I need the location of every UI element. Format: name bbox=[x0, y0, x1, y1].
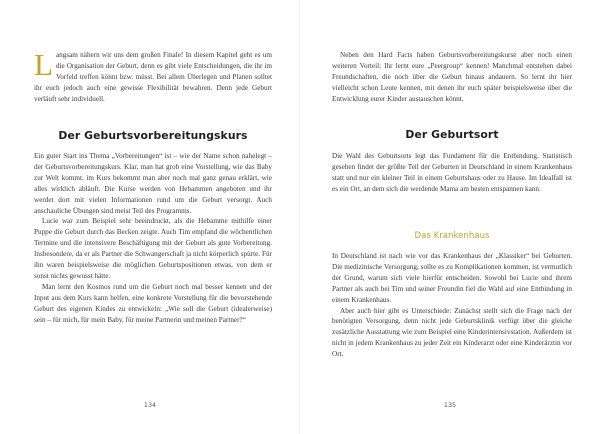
body-paragraph: In Deutschland ist nach wie vor das Krankenhaus der „Klassiker“ bei Geburten. Die medizinische Versorgung, sollte es zu Komplikationen kommen, ist vermutlich der Grund, warum sich viele hierfür entscheiden. Sowohl bei Lucie und ihrem Partner als auch bei Tim und seiner Freundin fiel die Wahl auf eine Entbindung in einem Krankenhaus. bbox=[332, 252, 572, 304]
body-paragraph: Aber auch hier gibt es Unterschiede: Zunächst stellt sich die Frage nach der benötigten Versorgung, denn nicht jede Geburtsklinik verfügt über die gleiche zusätzliche Ausstattung wie zum Beispiel eine Kinderintensivstation. Außerdem ist nicht in jedem Krankenhaus zu jeder Zeit ein Kinderarzt oder eine Kinderärztin vor Ort. bbox=[332, 306, 572, 359]
intro-text: angsam nähern wir uns dem großen Finale! In diesem Kapitel geht es um die Organisation der Geburt, denn es gibt viele Entscheidungen, die ihr im Vorfeld treffen könnt bzw. müsst. Bei allem Überlegen und Planen solltet ihr euch jedoch auch eine gewisse Flexibilität bewahren. Denn jede Geburt verläuft sehr individuell. bbox=[34, 51, 272, 103]
right-heading-body bbox=[332, 151, 572, 195]
section-heading-geburtsvorbereitungskurs: Der Geburtsvorbereitungskurs bbox=[58, 129, 248, 142]
body-paragraph: Man lernt den Kosmos rund um die Geburt noch mal besser kennen und der Input aus dem Kurs kann helfen, eine konkrete Vorstellung für die bevorstehende Geburt des eigenen Kindes zu entwickeln: „Wie soll die Geburt (idealerweise) sein – für mich, für mein Baby, für meine Partnerin und meinen Partner?“ bbox=[34, 282, 272, 324]
right-heading-block bbox=[332, 128, 572, 141]
body-paragraph: Die Wahl des Geburtsorts legt das Fundament für die Entbindung. Statistisch gesehen findet der größte Teil der Geburten in Deutschland in einem Krankenhaus statt und nur ein kleiner Teil in einem Geburtshaus oder zu Hause. Im Idealfall ist es ein Ort, an dem sich die werdende Mama am besten entspannen kann. bbox=[332, 152, 572, 193]
drop-cap: L bbox=[34, 47, 53, 82]
right-page bbox=[300, 0, 600, 434]
right-body bbox=[332, 251, 572, 360]
left-body bbox=[34, 151, 272, 326]
section-heading-geburtsort: Der Geburtsort bbox=[405, 128, 499, 141]
body-paragraph: Lucie war zum Beispiel sehr beeindruckt, als die Hebamme mithilfe einer Puppe die Geburt durch das Becken zeigte. Auch Tim empfand die wöchentlichen Termine und die intensivere Beschäftigung mit der Geburt als gute Vorbereitung. Insbesondere, da er als Partner die Schwangerschaft ja nicht körperlich spürte. Für ihn waren beispielsweise die möglichen Geburtspositionen etwas, von dem er sonst nichts gewusst hätte. bbox=[34, 217, 272, 280]
intro-paragraph bbox=[34, 47, 272, 105]
body-paragraph: Neben den Hard Facts haben Geburtsvorbereitungskurse aber noch einen weiteren Vorteil: Ihr lernt eure „Peergroup“ kennen! Manchmal entstehen dabei Freundschaften, die noch über die Geburt hinaus andauern. So lernt ihr hier vielleicht schon Leute kennen, mit denen ihr euch später beispielsweise über die Entwicklung eurer Kinder austauschen könnt. bbox=[332, 51, 572, 103]
body-paragraph: Ein guter Start ins Thema „Vorbereitungen“ ist – wie der Name schon nahelegt – der Geburtsvorbereitungskurs. Klar, man hat grob eine Vorstellung, wie das Baby zur Welt kommt, im Kurs bekommt man aber noch mal ganz genau erklärt, wie alles wirklich abläuft. Die Kurse werden von Hebammen angeboten und ihr werdet dort mit vielen Informationen rund um die Geburt versorgt. Auch anschauliche Übungen sind meist Teil des Programms. bbox=[34, 152, 272, 215]
subheading-krankenhaus: Das Krankenhaus bbox=[414, 231, 490, 241]
left-heading-block bbox=[34, 129, 272, 142]
right-intro-block bbox=[332, 50, 572, 105]
right-subheading-block bbox=[332, 231, 572, 241]
intro-block bbox=[34, 47, 272, 105]
page-number: 134 bbox=[143, 401, 157, 409]
page-number: 135 bbox=[443, 401, 457, 409]
